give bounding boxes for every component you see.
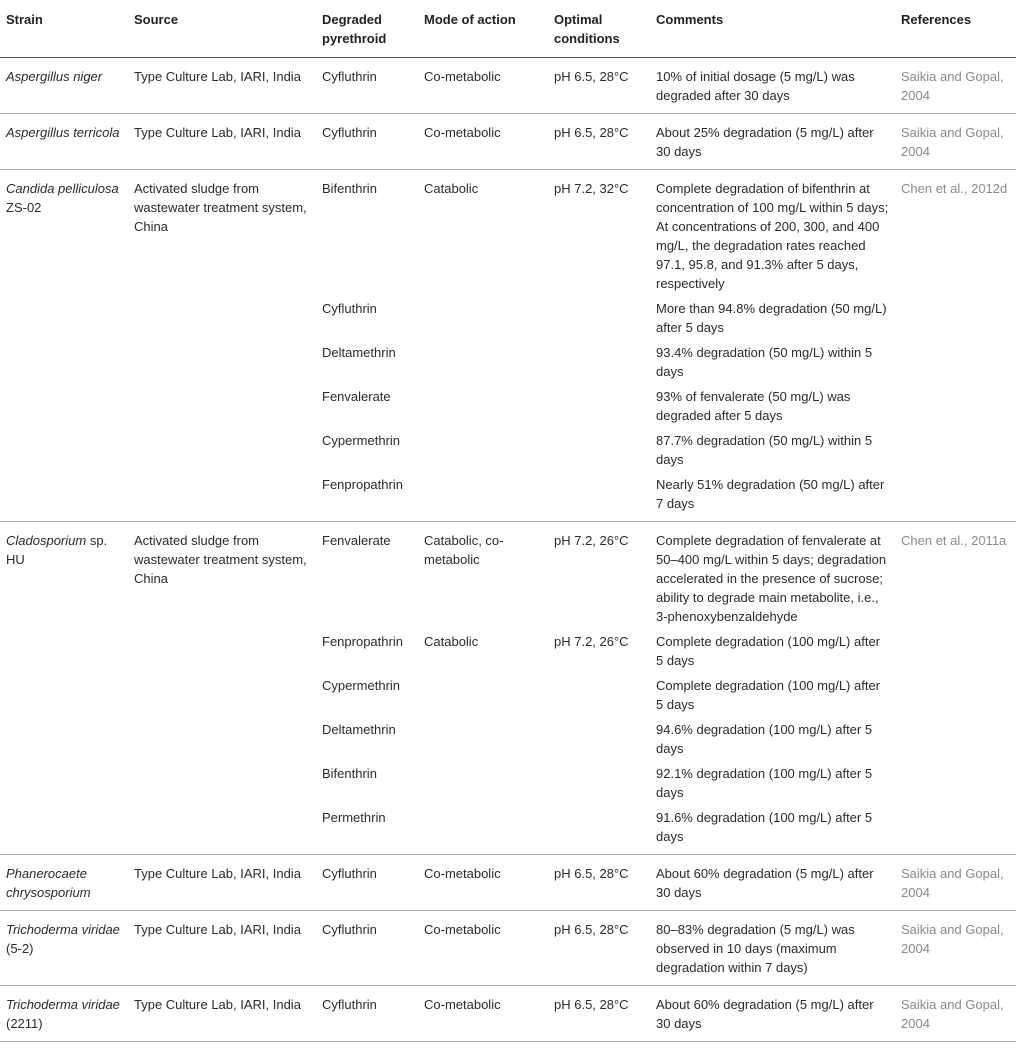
cell-comments-text: Complete degradation (100 mg/L) after 5 days <box>656 634 881 668</box>
cell-strain <box>0 114 128 170</box>
cell-degraded-pyrethroid-text: Fenpropathrin <box>322 634 403 649</box>
header-source: Source <box>128 0 316 58</box>
cell-degraded-pyrethroid <box>316 986 418 1042</box>
cell-comments <box>650 473 895 522</box>
cell-optimal-conditions <box>548 429 650 473</box>
cell-source-text: Type Culture Lab, IARI, India <box>134 69 301 84</box>
cell-degraded-pyrethroid-text: Permethrin <box>322 810 386 825</box>
cell-comments-text: 10% of initial dosage (5 mg/L) was degraded after 30 days <box>656 69 855 103</box>
header-references: References <box>895 0 1016 58</box>
cell-references <box>895 114 1016 170</box>
cell-degraded-pyrethroid-text: Fenvalerate <box>322 389 391 404</box>
cell-source <box>128 986 316 1042</box>
cell-mode-of-action <box>418 855 548 911</box>
cell-optimal-conditions-text: pH 7.2, 26°C <box>554 634 629 649</box>
header-comments: Comments <box>650 0 895 58</box>
cell-mode-of-action <box>418 473 548 522</box>
cell-degraded-pyrethroid <box>316 170 418 298</box>
strain-designation: (2211) <box>6 1016 43 1031</box>
cell-optimal-conditions <box>548 385 650 429</box>
cell-mode-of-action-text: Catabolic, co-metabolic <box>424 533 504 567</box>
cell-source <box>128 473 316 522</box>
cell-degraded-pyrethroid-text: Deltamethrin <box>322 345 396 360</box>
cell-comments <box>650 986 895 1042</box>
table-row <box>0 674 1016 718</box>
cell-comments-text: More than 94.8% degradation (50 mg/L) after 5 days <box>656 301 887 335</box>
table-row <box>0 385 1016 429</box>
cell-comments-text: About 25% degradation (5 mg/L) after 30 days <box>656 125 874 159</box>
cell-references <box>895 170 1016 298</box>
cell-optimal-conditions <box>548 297 650 341</box>
cell-source <box>128 385 316 429</box>
cell-strain <box>0 630 128 674</box>
table-row <box>0 762 1016 806</box>
cell-optimal-conditions <box>548 114 650 170</box>
header-degraded-pyrethroid: Degraded pyrethroid <box>316 0 418 58</box>
cell-optimal-conditions-text: pH 6.5, 28°C <box>554 922 629 937</box>
cell-comments-text: Complete degradation of fenvalerate at 50–400 mg/L within 5 days; degradation accelerated in the presence of sucrose; ability to degrade main metabolite, i.e., 3-phenoxybenzaldehyde <box>656 533 887 624</box>
cell-mode-of-action <box>418 762 548 806</box>
cell-source <box>128 114 316 170</box>
cell-optimal-conditions <box>548 341 650 385</box>
cell-mode-of-action-text: Co-metabolic <box>424 866 501 881</box>
cell-mode-of-action <box>418 429 548 473</box>
cell-mode-of-action-text: Catabolic <box>424 634 479 649</box>
cell-comments-text: 87.7% degradation (50 mg/L) within 5 days <box>656 433 873 467</box>
cell-references <box>895 297 1016 341</box>
cell-degraded-pyrethroid-text: Cyfluthrin <box>322 922 377 937</box>
cell-degraded-pyrethroid-text: Cyfluthrin <box>322 69 377 84</box>
cell-degraded-pyrethroid <box>316 522 418 631</box>
cell-degraded-pyrethroid <box>316 806 418 855</box>
cell-mode-of-action <box>418 341 548 385</box>
table-row <box>0 341 1016 385</box>
cell-source <box>128 429 316 473</box>
cell-degraded-pyrethroid <box>316 297 418 341</box>
table-row <box>0 718 1016 762</box>
strain-genus-species: Phanerocaete chrysosporium <box>6 866 91 900</box>
cell-mode-of-action <box>418 522 548 631</box>
table-row <box>0 986 1016 1042</box>
cell-source <box>128 630 316 674</box>
cell-comments <box>650 762 895 806</box>
cell-comments <box>650 114 895 170</box>
cell-mode-of-action-text: Co-metabolic <box>424 69 501 84</box>
cell-strain <box>0 429 128 473</box>
cell-strain <box>0 170 128 298</box>
cell-optimal-conditions <box>548 986 650 1042</box>
strain-genus-species: Trichoderma viridae <box>6 997 120 1012</box>
cell-source <box>128 674 316 718</box>
table-row <box>0 855 1016 911</box>
cell-degraded-pyrethroid-text: Bifenthrin <box>322 181 377 196</box>
cell-source-text: Type Culture Lab, IARI, India <box>134 997 301 1012</box>
cell-references-text[interactable]: Chen et al., 2012d <box>901 181 1008 196</box>
cell-degraded-pyrethroid <box>316 473 418 522</box>
cell-mode-of-action <box>418 718 548 762</box>
cell-optimal-conditions <box>548 170 650 298</box>
cell-degraded-pyrethroid-text: Cypermethrin <box>322 433 401 448</box>
cell-comments-text: About 60% degradation (5 mg/L) after 30 days <box>656 866 874 900</box>
table-row <box>0 114 1016 170</box>
cell-source <box>128 806 316 855</box>
cell-comments <box>650 297 895 341</box>
table-row <box>0 806 1016 855</box>
cell-degraded-pyrethroid-text: Cyfluthrin <box>322 866 377 881</box>
cell-optimal-conditions <box>548 806 650 855</box>
cell-source <box>128 170 316 298</box>
cell-references <box>895 806 1016 855</box>
cell-mode-of-action <box>418 986 548 1042</box>
cell-references <box>895 473 1016 522</box>
cell-degraded-pyrethroid <box>316 762 418 806</box>
cell-strain <box>0 911 128 986</box>
table-body <box>0 58 1016 1042</box>
cell-references-text[interactable]: Saikia and Gopal, 2004 <box>901 922 1004 956</box>
cell-degraded-pyrethroid-text: Fenpropathrin <box>322 477 403 492</box>
cell-mode-of-action-text: Co-metabolic <box>424 125 501 140</box>
cell-references <box>895 674 1016 718</box>
cell-comments-text: 94.6% degradation (100 mg/L) after 5 days <box>656 722 873 756</box>
table-row <box>0 297 1016 341</box>
cell-references-text[interactable]: Chen et al., 2011a <box>901 533 1007 548</box>
cell-mode-of-action <box>418 806 548 855</box>
cell-mode-of-action-text: Co-metabolic <box>424 922 501 937</box>
cell-mode-of-action <box>418 385 548 429</box>
strain-designation: sp. HU <box>6 533 108 567</box>
cell-degraded-pyrethroid <box>316 911 418 986</box>
cell-optimal-conditions <box>548 718 650 762</box>
cell-references <box>895 385 1016 429</box>
cell-comments-text: Nearly 51% degradation (50 mg/L) after 7 days <box>656 477 885 511</box>
cell-references <box>895 522 1016 631</box>
table-row <box>0 58 1016 114</box>
cell-comments <box>650 911 895 986</box>
cell-strain <box>0 855 128 911</box>
cell-references <box>895 911 1016 986</box>
cell-degraded-pyrethroid <box>316 385 418 429</box>
cell-comments-text: 80–83% degradation (5 mg/L) was observed in 10 days (maximum degradation within 7 days) <box>656 922 855 975</box>
cell-comments <box>650 58 895 114</box>
table-row <box>0 473 1016 522</box>
cell-references <box>895 630 1016 674</box>
cell-strain <box>0 986 128 1042</box>
cell-strain <box>0 718 128 762</box>
cell-mode-of-action-text: Catabolic <box>424 181 479 196</box>
cell-comments <box>650 429 895 473</box>
cell-references <box>895 429 1016 473</box>
cell-degraded-pyrethroid-text: Cyfluthrin <box>322 997 377 1012</box>
table-row <box>0 522 1016 631</box>
cell-references <box>895 58 1016 114</box>
cell-degraded-pyrethroid-text: Bifenthrin <box>322 766 377 781</box>
cell-degraded-pyrethroid-text: Cyfluthrin <box>322 125 377 140</box>
cell-degraded-pyrethroid <box>316 114 418 170</box>
cell-degraded-pyrethroid-text: Cypermethrin <box>322 678 401 693</box>
cell-mode-of-action <box>418 630 548 674</box>
cell-source <box>128 341 316 385</box>
cell-degraded-pyrethroid <box>316 718 418 762</box>
cell-references <box>895 855 1016 911</box>
cell-optimal-conditions-text: pH 6.5, 28°C <box>554 69 629 84</box>
cell-source <box>128 297 316 341</box>
cell-optimal-conditions-text: pH 6.5, 28°C <box>554 125 629 140</box>
cell-source-text: Type Culture Lab, IARI, India <box>134 866 301 881</box>
cell-comments <box>650 522 895 631</box>
cell-source-text: Activated sludge from wastewater treatment system, China <box>134 181 307 234</box>
cell-source <box>128 855 316 911</box>
cell-references-text[interactable]: Saikia and Gopal, 2004 <box>901 69 1004 103</box>
cell-optimal-conditions <box>548 674 650 718</box>
strain-genus-species: Candida pelliculosa <box>6 181 119 196</box>
cell-degraded-pyrethroid <box>316 341 418 385</box>
cell-mode-of-action <box>418 114 548 170</box>
cell-strain <box>0 762 128 806</box>
cell-strain <box>0 473 128 522</box>
cell-references <box>895 718 1016 762</box>
cell-comments <box>650 806 895 855</box>
cell-references <box>895 762 1016 806</box>
strain-designation: (5-2) <box>6 941 34 956</box>
cell-references-text[interactable]: Saikia and Gopal, 2004 <box>901 125 1004 159</box>
cell-optimal-conditions <box>548 522 650 631</box>
cell-references <box>895 341 1016 385</box>
cell-degraded-pyrethroid <box>316 58 418 114</box>
cell-degraded-pyrethroid <box>316 855 418 911</box>
cell-comments <box>650 718 895 762</box>
cell-optimal-conditions-text: pH 7.2, 26°C <box>554 533 629 548</box>
cell-comments <box>650 341 895 385</box>
cell-source <box>128 718 316 762</box>
header-mode-of-action: Mode of action <box>418 0 548 58</box>
cell-source-text: Activated sludge from wastewater treatment system, China <box>134 533 307 586</box>
cell-optimal-conditions-text: pH 7.2, 32°C <box>554 181 629 196</box>
cell-optimal-conditions <box>548 58 650 114</box>
cell-optimal-conditions-text: pH 6.5, 28°C <box>554 866 629 881</box>
cell-comments <box>650 855 895 911</box>
strain-designation: ZS-02 <box>6 200 42 215</box>
strain-genus-species: Aspergillus terricola <box>6 125 120 140</box>
cell-comments-text: Complete degradation (100 mg/L) after 5 days <box>656 678 881 712</box>
cell-source-text: Type Culture Lab, IARI, India <box>134 922 301 937</box>
cell-source-text: Type Culture Lab, IARI, India <box>134 125 301 140</box>
header-optimal-conditions: Optimal conditions <box>548 0 650 58</box>
cell-optimal-conditions <box>548 630 650 674</box>
cell-comments <box>650 630 895 674</box>
cell-comments-text: 93.4% degradation (50 mg/L) within 5 days <box>656 345 873 379</box>
cell-mode-of-action <box>418 911 548 986</box>
cell-degraded-pyrethroid-text: Fenvalerate <box>322 533 391 548</box>
cell-source <box>128 522 316 631</box>
table-row <box>0 911 1016 986</box>
cell-optimal-conditions <box>548 473 650 522</box>
cell-mode-of-action <box>418 297 548 341</box>
cell-comments-text: 93% of fenvalerate (50 mg/L) was degraded after 5 days <box>656 389 851 423</box>
cell-comments <box>650 385 895 429</box>
cell-mode-of-action-text: Co-metabolic <box>424 997 501 1012</box>
cell-strain <box>0 522 128 631</box>
strain-genus-species: Cladosporium <box>6 533 87 548</box>
strain-genus-species: Trichoderma viridae <box>6 922 120 937</box>
cell-degraded-pyrethroid <box>316 429 418 473</box>
cell-references <box>895 986 1016 1042</box>
cell-references-text[interactable]: Saikia and Gopal, 2004 <box>901 997 1004 1031</box>
table-row <box>0 630 1016 674</box>
cell-comments <box>650 170 895 298</box>
cell-degraded-pyrethroid <box>316 674 418 718</box>
cell-source <box>128 911 316 986</box>
strain-genus-species: Aspergillus niger <box>6 69 103 84</box>
cell-strain <box>0 674 128 718</box>
cell-references-text[interactable]: Saikia and Gopal, 2004 <box>901 866 1004 900</box>
cell-strain <box>0 385 128 429</box>
cell-source <box>128 762 316 806</box>
header-strain: Strain <box>0 0 128 58</box>
cell-strain <box>0 297 128 341</box>
cell-comments-text: 92.1% degradation (100 mg/L) after 5 days <box>656 766 873 800</box>
cell-strain <box>0 58 128 114</box>
cell-strain <box>0 806 128 855</box>
cell-source <box>128 58 316 114</box>
header-row <box>0 0 1016 58</box>
table-row <box>0 429 1016 473</box>
cell-degraded-pyrethroid-text: Cyfluthrin <box>322 301 377 316</box>
cell-mode-of-action <box>418 58 548 114</box>
cell-strain <box>0 341 128 385</box>
cell-optimal-conditions <box>548 855 650 911</box>
cell-degraded-pyrethroid-text: Deltamethrin <box>322 722 396 737</box>
cell-comments-text: 91.6% degradation (100 mg/L) after 5 days <box>656 810 873 844</box>
cell-degraded-pyrethroid <box>316 630 418 674</box>
cell-comments-text: About 60% degradation (5 mg/L) after 30 days <box>656 997 874 1031</box>
cell-optimal-conditions <box>548 911 650 986</box>
cell-mode-of-action <box>418 170 548 298</box>
cell-comments-text: Complete degradation of bifenthrin at concentration of 100 mg/L within 5 days; At concentrations of 200, 300, and 400 mg/L, the degradation rates reached 97.1, 95.8, and 91.3% after 5 days, respectively <box>656 181 889 291</box>
cell-optimal-conditions <box>548 762 650 806</box>
cell-mode-of-action <box>418 674 548 718</box>
cell-comments <box>650 674 895 718</box>
cell-optimal-conditions-text: pH 6.5, 28°C <box>554 997 629 1012</box>
table-row <box>0 170 1016 298</box>
